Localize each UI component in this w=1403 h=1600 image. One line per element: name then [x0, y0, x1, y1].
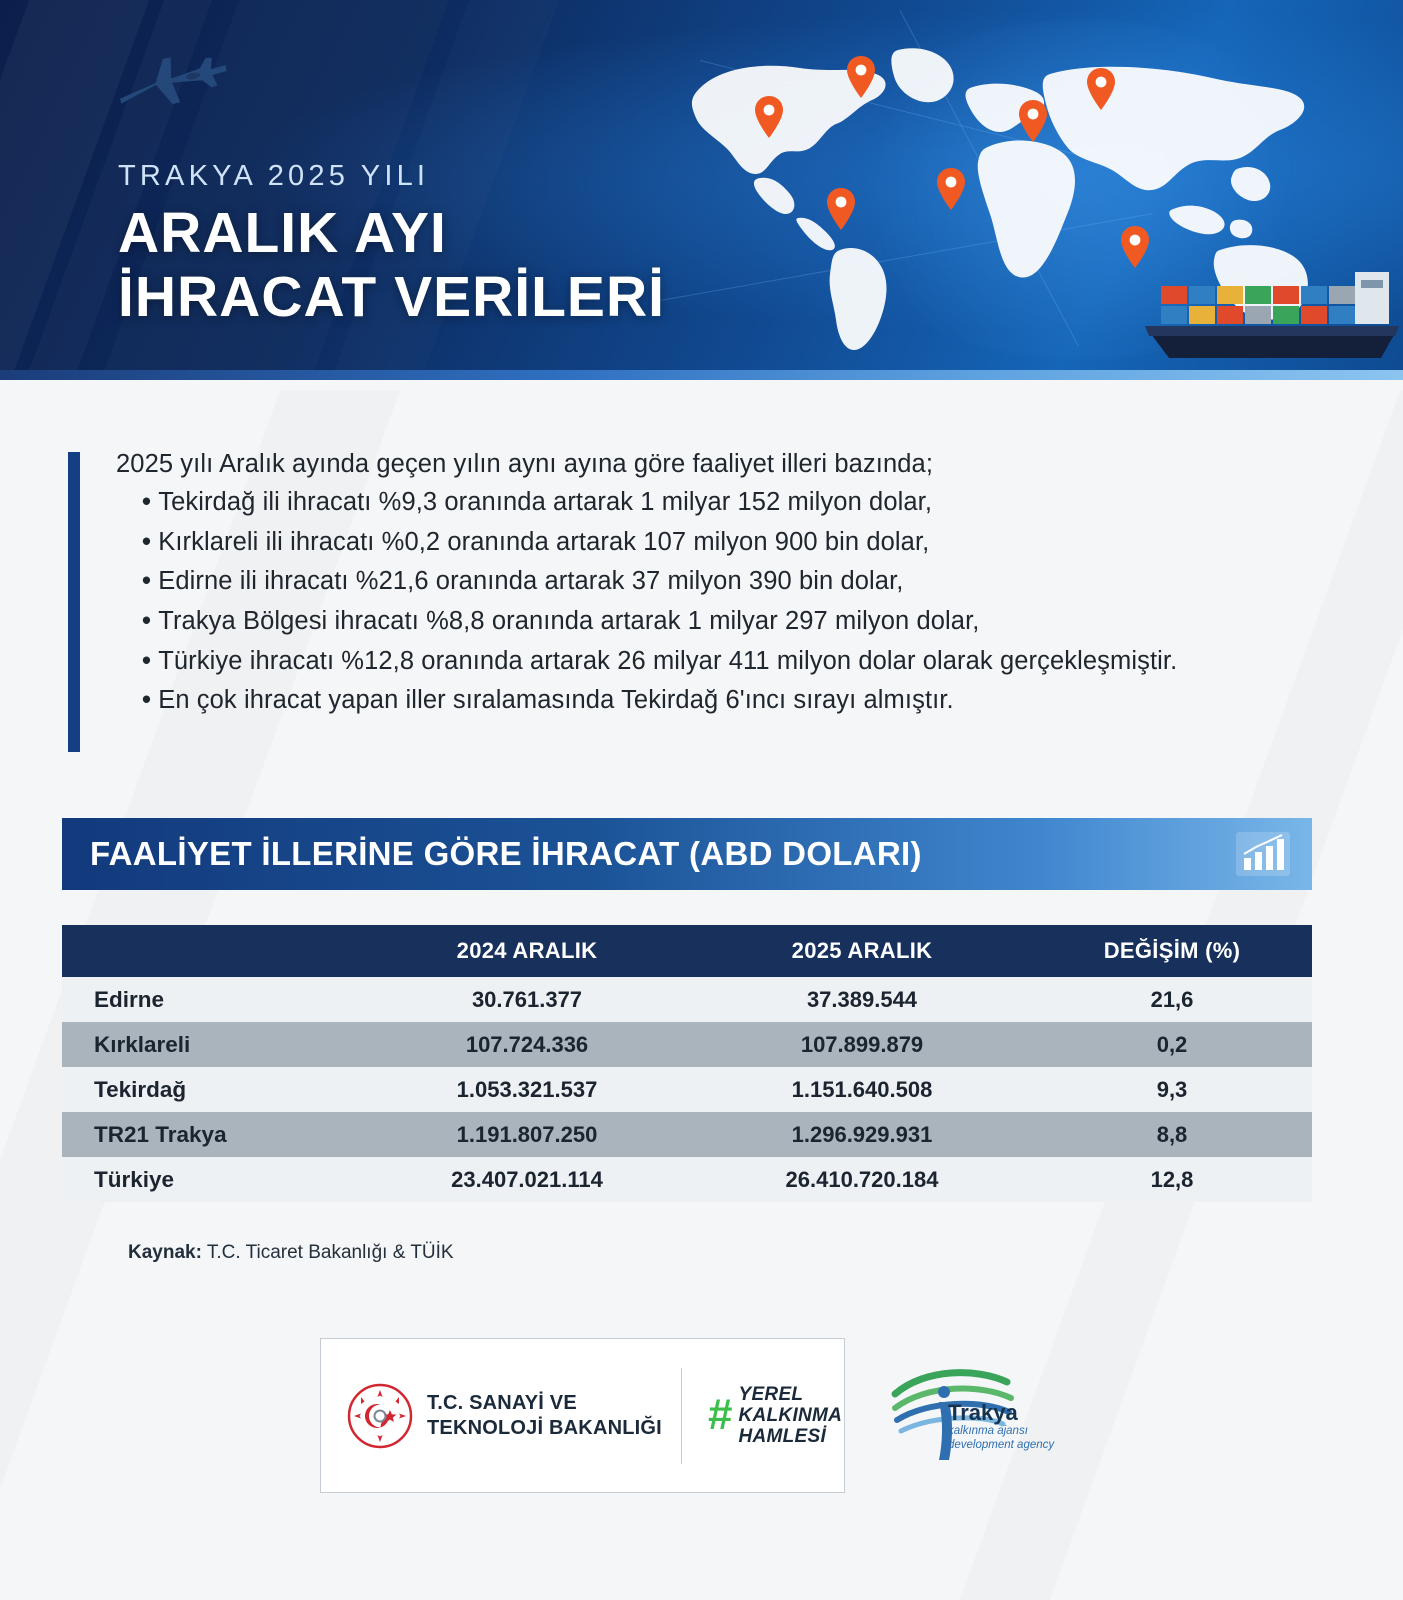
map-pin-icon	[1086, 68, 1116, 110]
table-header-2025: 2025 ARALIK	[692, 925, 1032, 977]
agency-subtitle-line1: kalkınma ajansı	[948, 1425, 1028, 1437]
airplane-icon	[110, 48, 230, 118]
hamle-line1: YEREL	[738, 1383, 804, 1405]
table-cell-2025: 107.899.879	[692, 1022, 1032, 1067]
map-pin-icon	[754, 96, 784, 138]
summary-lead: 2025 yılı Aralık ayında geçen yılın aynı ayına göre faaliyet illeri bazında;	[116, 450, 934, 478]
table-row	[62, 1112, 1312, 1157]
table-cell-change: 12,8	[1032, 1157, 1312, 1202]
table-cell-change: 21,6	[1032, 977, 1312, 1022]
summary-bullet: • Tekirdağ ili ihracatı %9,3 oranında artarak 1 milyar 152 milyon dolar,	[142, 486, 1348, 520]
map-pin-icon	[826, 188, 856, 230]
table-header-row	[62, 925, 1312, 977]
table-cell-2024: 30.761.377	[362, 977, 692, 1022]
table-header-city	[62, 925, 362, 977]
agency-subtitle-line2: development agency	[948, 1439, 1055, 1452]
hashtag-icon: #	[708, 1390, 733, 1440]
bar-chart-icon	[1234, 830, 1292, 878]
table-row	[62, 1022, 1312, 1067]
turkish-ministry-crescent-icon	[347, 1383, 413, 1449]
summary-bullet: • Türkiye ihracatı %12,8 oranında artarak 26 milyar 411 milyon dolar olarak gerçekleşmiştir.	[142, 645, 1348, 679]
page-title-line1: ARALIK AYI	[118, 201, 447, 265]
table-cell-2025: 26.410.720.184	[692, 1157, 1032, 1202]
footer-logo-box	[320, 1338, 845, 1493]
table-header-change: DEĞİŞİM (%)	[1032, 925, 1312, 977]
export-data-table	[62, 925, 1312, 1202]
table-section-banner	[62, 818, 1312, 890]
table-cell-change: 9,3	[1032, 1067, 1312, 1112]
agency-name: Trakya	[948, 1400, 1018, 1425]
table-cell-2025: 1.151.640.508	[692, 1067, 1032, 1112]
summary-section	[68, 450, 1348, 724]
map-pin-icon	[846, 56, 876, 98]
ministry-name	[427, 1391, 662, 1441]
table-cell-change: 8,8	[1032, 1112, 1312, 1157]
table-cell-2024: 23.407.021.114	[362, 1157, 692, 1202]
table-cell-city: Kırklareli	[62, 1022, 362, 1067]
summary-accent-bar	[68, 452, 80, 752]
map-pin-icon	[1120, 226, 1150, 268]
source-note	[128, 1242, 454, 1264]
hamle-line3: HAMLESİ	[738, 1426, 827, 1448]
summary-bullet: • Kırklareli ili ihracatı %0,2 oranında artarak 107 milyon 900 bin dolar,	[142, 526, 1348, 560]
map-pin-icon	[1018, 100, 1048, 142]
source-value: T.C. Ticaret Bakanlığı & TÜİK	[201, 1242, 454, 1263]
table-row	[62, 1157, 1312, 1202]
table-cell-2025: 1.296.929.931	[692, 1112, 1032, 1157]
table-cell-2024: 1.053.321.537	[362, 1067, 692, 1112]
table-cell-change: 0,2	[1032, 1022, 1312, 1067]
ministry-name-line2: TEKNOLOJİ BAKANLIĞI	[427, 1416, 662, 1439]
summary-bullet: • Edirne ili ihracatı %21,6 oranında artarak 37 milyon 390 bin dolar,	[142, 565, 1348, 599]
table-row	[62, 977, 1312, 1022]
agency-subtitle	[948, 1424, 1054, 1453]
table-cell-2024: 107.724.336	[362, 1022, 692, 1067]
ministry-logo	[321, 1383, 681, 1449]
summary-bullet: • En çok ihracat yapan iller sıralamasında Tekirdağ 6'ıncı sırayı almıştır.	[142, 684, 1348, 718]
table-section-title: FAALİYET İLLERİNE GÖRE İHRACAT (ABD DOLARI)	[90, 835, 922, 872]
summary-text	[116, 450, 1348, 718]
header-banner	[0, 0, 1403, 380]
header-title-block	[118, 160, 665, 330]
cargo-ship-icon	[1143, 242, 1403, 372]
table-cell-2024: 1.191.807.250	[362, 1112, 692, 1157]
ministry-name-line1: T.C. SANAYİ VE	[427, 1391, 577, 1414]
header-kicker: TRAKYA 2025 YILI	[118, 160, 430, 192]
table-header-2024: 2024 ARALIK	[362, 925, 692, 977]
source-label: Kaynak:	[128, 1242, 202, 1263]
table-cell-city: Türkiye	[62, 1157, 362, 1202]
hamle-text	[738, 1384, 842, 1448]
yerel-kalkinma-hamlesi-logo	[682, 1384, 842, 1448]
page-title-line2: İHRACAT VERİLERİ	[118, 265, 665, 330]
summary-bullet: • Trakya Bölgesi ihracatı %8,8 oranında artarak 1 milyar 297 milyon dolar,	[142, 605, 1348, 639]
hamle-line2: KALKINMA	[738, 1404, 843, 1426]
map-pin-icon	[936, 168, 966, 210]
table-cell-city: Tekirdağ	[62, 1067, 362, 1112]
table-cell-city: Edirne	[62, 977, 362, 1022]
table-cell-city: TR21 Trakya	[62, 1112, 362, 1157]
table-row	[62, 1067, 1312, 1112]
table-cell-2025: 37.389.544	[692, 977, 1032, 1022]
